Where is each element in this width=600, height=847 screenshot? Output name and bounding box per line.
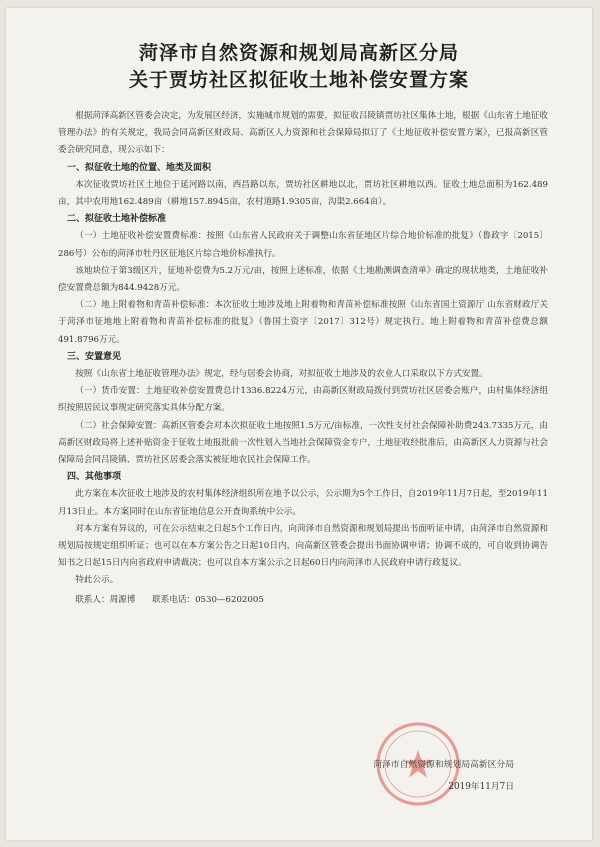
document-title-line2: 关于贾坊社区拟征收土地补偿安置方案 bbox=[128, 69, 469, 91]
section-paragraph: （一）土地征收补偿安置费标准：按照《山东省人民政府关于调整山东省征地区片综合地价标准的批复》（鲁政字〔2015〕286号）公布的菏泽市牡丹区征地区片综合地价标准执行。 bbox=[58, 231, 548, 259]
contact-line bbox=[58, 592, 548, 609]
section-paragraph: 此方案在本次征收土地涉及的农村集体经济组织所在地予以公示，公示期为5个工作日，自2019年11月7日起，至2019年11月13日止。本方案同时在山东省征地信息公开查询系统中公示。 bbox=[58, 489, 548, 517]
section-paragraph: 按照《山东省土地征收管理办法》规定，经与居委会协商，对拟征收土地涉及的农业人口采取以下方式安置。 bbox=[75, 369, 488, 380]
document-body bbox=[58, 108, 548, 609]
document-title-line1: 菏泽市自然资源和规划局高新区分局 bbox=[138, 42, 459, 64]
section-heading: 四、其他事项 bbox=[67, 472, 122, 483]
document-page bbox=[6, 8, 592, 840]
contact-phone: 联系电话：0530—6202005 bbox=[152, 594, 264, 605]
section-heading: 三、安置意见 bbox=[67, 351, 122, 362]
section-paragraph: 该地块位于第3级区片，征地补偿费为5.2万元/亩，按照上述标准，依据《土地勘测调查清单》确定的现状地类，土地征收补偿安置费总额为844.9428万元。 bbox=[58, 265, 548, 294]
section-paragraph: 对本方案有异议的，可在公示结束之日起5个工作日内，向菏泽市自然资源和规划局提出书面听证申请，由菏泽市自然资源和规划局按规定组织听证；也可以在本方案公告之日起10日内，向高新区管委会提出书面协调申请；协调不成的，可自收到协调告知书之日起15日内向省政府申请裁决；也可以自本方案公示之日起60日内向菏泽市人民政府申请行政复议。 bbox=[58, 523, 548, 569]
section-heading: 二、拟征收土地补偿标准 bbox=[67, 214, 167, 225]
section-paragraph: 本次征收贾坊社区土地位于延河路以南，西昌路以东，贾坊社区耕地以北，贾坊社区耕地以西。征收土地总面积为162.489亩，其中农用地162.489亩（耕地157.8945亩，农村道路1.9305亩，沟渠2.664亩）。 bbox=[58, 179, 548, 208]
section-paragraph: 特此公示。 bbox=[75, 575, 119, 586]
section-paragraph: （二）社会保障安置：高新区管委会对本次拟征收土地按照1.5万元/亩标准，一次性支付社会保障补助费243.7335万元，由高新区财政局将上述补贴资金于征收土地报批前一次性划入当地社会保障资金专户，土地征收经批准后，由高新区人力资源与社会保障局会同吕陵镇、贾坊社区居委会落实被征地农民社会保障工作。 bbox=[58, 420, 548, 466]
section-heading: 一、拟征收土地的位置、地类及面积 bbox=[67, 162, 212, 173]
contact-person: 联系人：周源博 bbox=[75, 594, 136, 605]
issuer-name: 菏泽市自然资源和规划局高新区分局 bbox=[373, 760, 514, 770]
intro-paragraph: 根据菏泽高新区管委会决定，为发展区经济，实施城市规划的需要，拟征收吕陵镇贾坊社区集体土地，根据《山东省土地征收管理办法》的有关规定，我局会同高新区财政局、高新区人力资源和社会保障局拟订了《土地征收补偿安置方案》，已报高新区管委会研究同意，现公示如下： bbox=[58, 111, 548, 156]
document-footer bbox=[373, 754, 514, 798]
section-paragraph: （二）地上附着物和青苗补偿标准：本次征收土地涉及地上附着物和青苗补偿标准按照《山东省国土资源厅 山东省财政厅关于菏泽市征地地上附着物和青苗补偿标准的批复》（鲁国土资字〔2017〕312号）规定执行。地上附着物和青苗补偿费总额491.8796万元。 bbox=[58, 300, 548, 345]
issue-date: 2019年11月7日 bbox=[448, 782, 514, 792]
section-paragraph: （一）货币安置：土地征收补偿安置费总计1336.8224万元，由高新区财政局拨付到贾坊社区居委会账户，由村集体经济组织按照居民议事规定研究落实具体分配方案。 bbox=[58, 386, 548, 414]
